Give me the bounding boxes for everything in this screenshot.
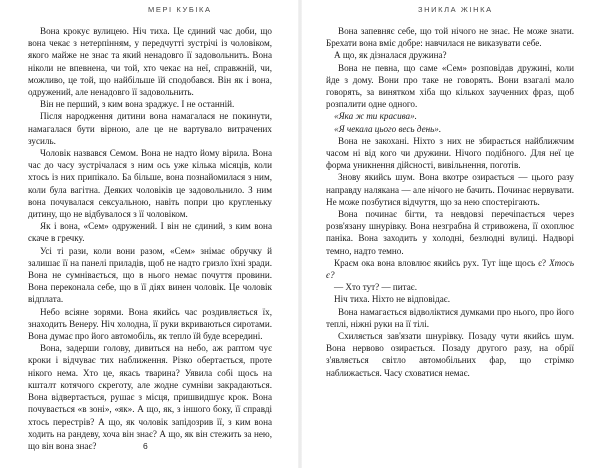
left-page-text (28, 25, 272, 452)
right-page (300, 0, 600, 468)
paragraph: Вона крокує вулицею. Ніч тиха. Це єдиний час доби, що вона чекає з нетерпінням, у передчутті зустрічі із чоловіком, якого майже не знає та який ненадовго її задовольнить. Вона ніколи не впевнена, чи той, хто чекає на неї, справжній, чи, можливо, це той, що найбільше їй сподобався. Він як і вона, одружений, але ненадовго її задовольнить. (28, 26, 272, 98)
paragraph: Небо всіяне зорями. Вона якийсь час роздивляється їх, знаходить Венеру. Ніч холодна, її руки вкриваються сиротами. Вона думає про його автомобіль, як тепло їй буде всередині. (28, 306, 272, 342)
quoted-phrase: «Я чекала цього весь день». (334, 123, 442, 134)
paragraph: Вона не певна, що саме «Сем» розповідав дружині, коли йде з дому. Вони про таке не говорять. Вони взагалі мало говорять, за винятком хіба що кількох заученних фраз, щоб розпалити одне одного. (326, 62, 574, 110)
narration-text: Краєм ока вона вловлює якийсь рух. Тут іще щось є? (334, 257, 550, 268)
paragraph: Вона, задерши голову, дивиться на небо, аж раптом чує кроки і відчуває тих наближення. Різко обертається, проте нікого нема. Хто це, якась тварина? Уявила собі щось на кшталт котячого скреготу, але жодне сумніви закрадаються. Вона відвертається, рушає з місця, пришвидшує крок. Вона почувається «в зоні», «як». А що, як, з іншого боку, її справді хтось перестрів? А що, як чоловік запідозрив її, з ким вона ходить на рандеву, хоча він знає? А що, як він стежить за нею, що він вона знає? (28, 343, 272, 451)
paragraph: Вона запевняє себе, що той нічого не знає. Не може знати. Брехати вона вміє добре: навчилася не виказувати себе. (326, 26, 574, 49)
paragraph: Схиляється зав'язати шнурівку. Позаду чути якийсь шум. Вона нервово озирається. Позаду другого разу, на обрії з'являється світло автомобільних фар, що стрімко наближається. Часу сховатися немає. (326, 331, 574, 378)
italic-thought: Хтось є? (326, 257, 574, 281)
paragraph: Як і вона, «Сем» одружений. І він не єдиний, з ким вона скаче в гречку. (28, 221, 272, 244)
paragraph: Він не перший, з ким вона зраджує. І не останній. (40, 99, 235, 110)
dialogue-line: А що, як дізналася дружина? (334, 50, 447, 61)
paragraph: Ніч тиха. Ніхто не відповідає. (334, 294, 450, 305)
paragraph: Вона починає бігти, та невдовзі перечіпається через розв'язану шнурівку. Вона незграбна й стривожена, її охоплює паніка. Вона заходить у холодні, безлюдні вулиці. Надворі темно, надто темно. (326, 209, 574, 256)
paragraph: Вона не закохані. Ніхто з них не збирається найближчим часом ні від кого чи дружини. Нічого подібного. Для неї це форма уникнення дійсності, вивільнення, поготів. (326, 135, 574, 171)
paragraph: Після народження дитини вона намагалася не покинути, намагалася бути вірною, але це не вартувало витрачених зусиль. (28, 111, 272, 146)
running-head-author: МЕРІ КУБІКА (148, 5, 212, 14)
right-page-text (326, 25, 574, 379)
paragraph: Чоловік назвався Семом. Вона не надто йому вірила. Вона час до часу зустрічалася з ним ось уже кілька місяців, коли хтось із них припікало. Ба більше, вона познайомилася з ним, коли була вагітна. Деяких чоловіків це задовольнило. З ним вона почувалася сексуальною, навіть попри цю кругленьку дитину, що не відбувалося з її чоловіком. (28, 148, 272, 220)
dialogue-line: — Хто тут? — питає. (334, 282, 417, 293)
page-number: 6 (143, 441, 148, 451)
paragraph: Усі ті рази, коли вони разом, «Сем» знімає обручку й залишає її на панелі приладів, щоб не надто гризло їхні зради. Вона не сумнівається, що в нього немає почуття провини. Вона переконала себе, що в її діях винен чоловік. Це чоловік відплата. (28, 245, 272, 305)
dialogue-line (326, 257, 574, 281)
paragraph: Знову якийсь шум. Вона вкотре озирається — цього разу направду налякана — але нічого не бачить. Починає нервувати. Не може позбутися відчуття, що за нею спостерігають. (326, 172, 574, 207)
paragraph: Вона намагається відволіктися думками про нього, про його теплі, ніжні руки на її тілі. (326, 306, 574, 329)
running-head-title: ЗНИКЛА ЖІНКА (418, 5, 493, 14)
quoted-phrase: «Яка ж ти красива». (334, 111, 417, 122)
